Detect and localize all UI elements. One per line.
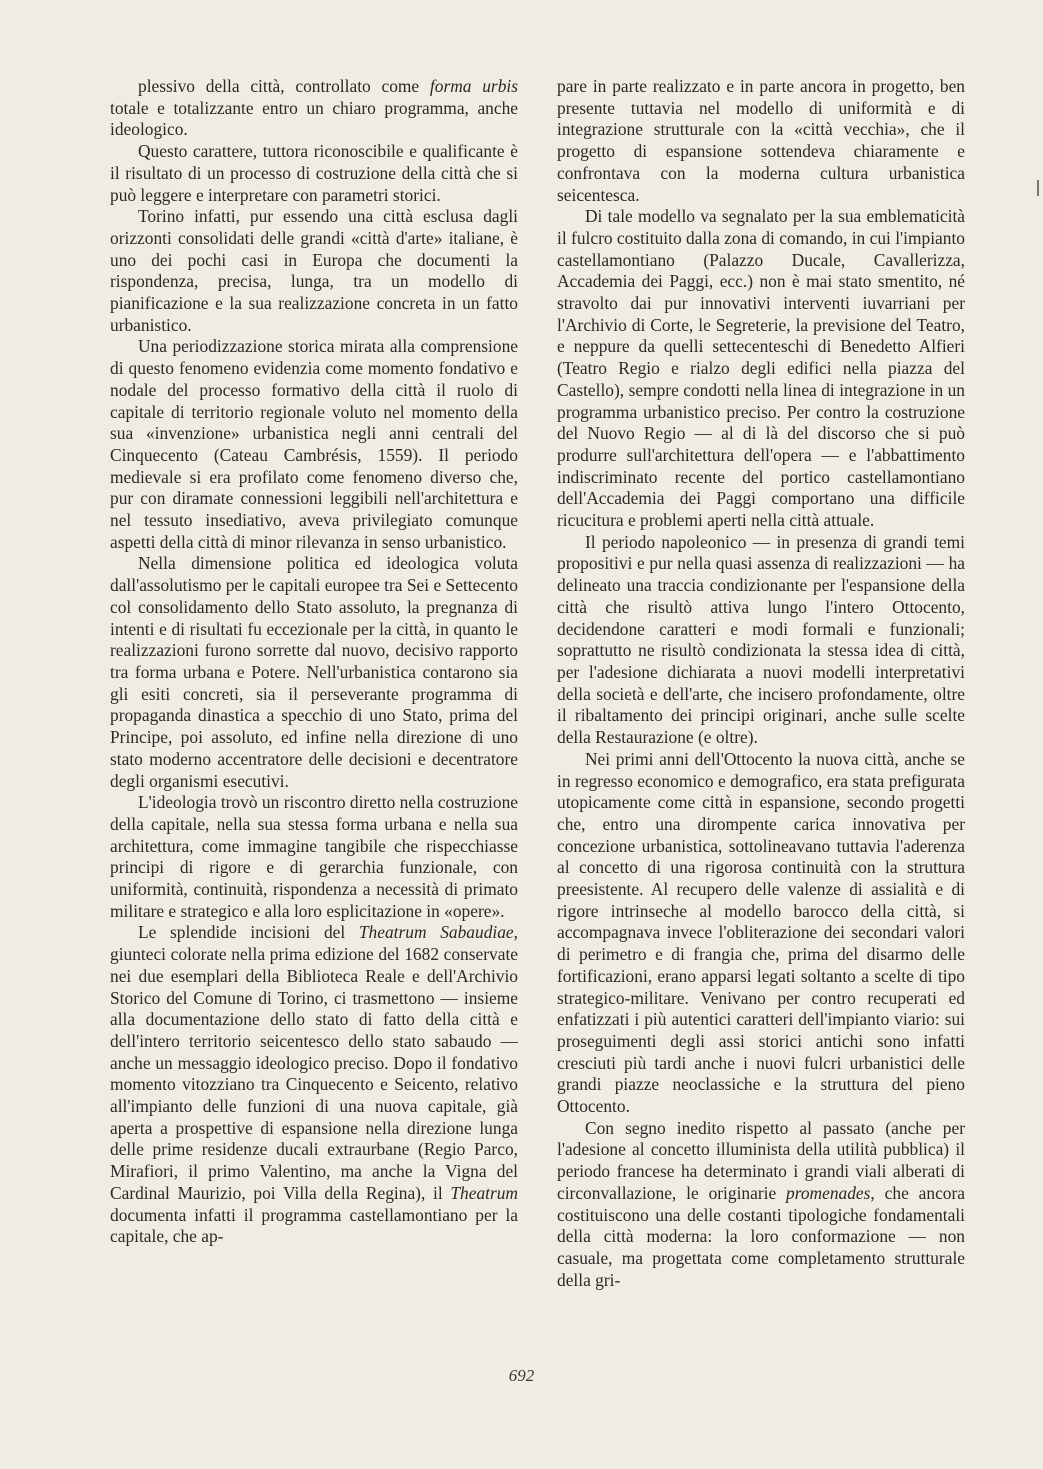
text-run: plessivo della città, controllato come [138, 76, 430, 96]
italic-run: forma urbis [429, 76, 518, 96]
italic-run: Theatrum Sabaudiae [358, 922, 514, 943]
text-run: Torino infatti, pur essendo una città esclusa dagli orizzonti consolidati delle grandi «città d'arte» italiane, è uno dei pochi casi in Europa che documenti la rispondenza, precisa, lunga, tra un modello di pianificazione e la sua realizzazione concreta in un fatto urbanistico. [110, 206, 518, 335]
text-run: Questo carattere, tuttora riconoscibile e qualificante è il risultato di un processo di costruzione della città che si può leggere e interpretare con parametri storici. [110, 141, 518, 205]
paragraph-p10 [557, 532, 965, 749]
paragraph-p1 [110, 76, 518, 141]
paragraph-p8 [557, 76, 965, 206]
text-run: , giunteci colorate nella prima edizione del 1682 conservate nei due esemplari della Biblioteca Reale e dell'Archivio Storico del Comune di Torino, ci trasmettono — insieme alla documentazione dello stato di fatto della città e dell'intero territorio seicentesco dello stato sabaudo — anche un messaggio ideologico preciso. Dopo il fondativo momento vitozziano tra Cinquecento e Seicento, relativo all'impianto delle funzioni di una nuova capitale, già aperta a prospettive di espansione nella direzione lunga delle prime residenze ducali extraurbane (Regio Parco, Mirafiori, il primo Valentino, ma anche la Vigna del Cardinal Maurizio, poi Villa della Regina), il [110, 922, 518, 1203]
text-run: , che ancora costituiscono una delle costanti tipologiche fondamentali della città moderna: la loro conformazione — non casuale, ma progettata come completamento strutturale della gri- [557, 1182, 965, 1290]
right-text-column [557, 76, 965, 1291]
paragraph-p4 [110, 336, 518, 553]
text-run: Nella dimensione politica ed ideologica voluta dall'assolutismo per le capitali europee tra Sei e Settecento col consolidamento dello Stato assoluto, la pregnanza di intenti e di risultati fu eccezionale per la città, in quanto le realizzazioni furono sorrette dal nuovo, decisivo rapporto tra forma urbana e Potere. Nell'urbanistica contarono sia gli esiti concreti, sia il perseverante programma di propaganda dinastica a specchio di uno Stato, prima del Principe, poi assoluto, ed infine nella direzione di uno stato moderno accentratore delle decisioni e decentratore degli organismi esecutivi. [110, 553, 518, 791]
italic-run: promenades [786, 1182, 871, 1203]
text-run: Di tale modello va segnalato per la sua emblematicità il fulcro costituito dalla zona di comando, in cui l'impianto castellamontiano (Palazzo Ducale, Cavallerizza, Accademia dei Paggi, ecc.) non è mai stato smentito, né stravolto dai pur innovativi interventi iuvarriani per l'Archivio di Corte, le Segreterie, la previsione del Teatro, e neppure da quelli settecenteschi di Benedetto Alfieri (Teatro Regio e rialzo degli edifici nella piazza del Castello), sempre condotti nella linea di integrazione in un programma urbanistico preciso. Per contro la costruzione del Nuovo Regio — al di là del discorso che si può produrre sull'architettura dell'opera — e l'abbattimento indiscriminato recente del portico castellamontiano dell'Accademia dei Paggi comportano una difficile ricucitura e problemi aperti nella città attuale. [557, 206, 965, 531]
text-run: totale e totalizzante entro un chiaro programma, anche ideologico. [110, 97, 518, 140]
paragraph-p7 [110, 922, 518, 1248]
paragraph-p9 [557, 206, 965, 532]
text-run: Una periodizzazione storica mirata alla comprensione di questo fenomeno evidenzia come momento fondativo e nodale del processo formativo della città il ruolo di capitale di territorio regionale voluto nel momento della sua «invenzione» urbanistica negli anni centrali del Cinquecento (Cateau Cambrésis, 1559). Il periodo medievale si era profilato come fenomeno diverso che, pur con diramate connessioni leggibili nell'architettura e nel tessuto insediativo, aveva privilegiato comunque aspetti della città di minor rilevanza in senso urbanistico. [110, 336, 518, 552]
text-run: L'ideologia trovò un riscontro diretto nella costruzione della capitale, nella sua stessa forma urbana e nella sua architettura, come immagine tangibile che rispecchiasse principi di rigore e di gerarchia funzionale, con uniformità, continuità, rispondenza a necessità di primato militare e strategico e alla loro esplicitazione in «opere». [110, 792, 518, 921]
text-run: Con segno inedito rispetto al passato (anche per l'adesione al concetto illuminista della utilità pubblica) il periodo francese ha determinato i grandi viali alberati di circonvallazione, le originarie [557, 1117, 965, 1203]
left-text-column [110, 76, 518, 1248]
text-run: Il periodo napoleonico — in presenza di grandi temi propositivi e pur nella quasi assenza di realizzazioni — ha delineato una traccia condizionante per l'espansione della città che risultò attiva lungo l'intero Ottocento, decidendone caratteri e modi formali e funzionali; soprattutto ne risultò condizionata la stessa idea di città, per l'adesione dichiarata a nuovi modelli interpretativi della società e dell'arte, che incisero profondamente, oltre il ribaltamento dei principi originari, anche sulle scelte della Restaurazione (e oltre). [557, 531, 965, 748]
paragraph-p6 [110, 792, 518, 922]
margin-mark [1037, 180, 1039, 196]
text-run: Le splendide incisioni del [138, 922, 359, 943]
text-run: documenta infatti il programma castellamontiano per la capitale, che ap- [110, 1204, 518, 1247]
paragraph-p3 [110, 206, 518, 336]
italic-run: Theatrum [450, 1182, 518, 1203]
paragraph-p11 [557, 749, 965, 1118]
paragraph-p2 [110, 141, 518, 206]
paragraph-p5 [110, 553, 518, 792]
text-run: Nei primi anni dell'Ottocento la nuova città, anche se in regresso economico e demografico, era stata prefigurata utopicamente come città in espansione, secondo progetti che, entro una dirompente carica innovativa per concezione urbanistica, sottolineavano tuttavia l'aderenza al concetto di una rigorosa continuità con la struttura preesistente. Al recupero delle valenze di assialità e di rigore intrinseche al modello barocco della città, si accompagnava invece l'obliterazione dei secondari valori di perimetro e di frangia che, prima del disarmo delle fortificazioni, erano apparsi legati soltanto a scelte di tipo strategico-militare. Venivano per contro recuperati ed enfatizzati i più autentici caratteri dell'impianto viario: sui proseguimenti degli assi storici antichi sono infatti cresciuti più tardi anche i nuovi fulcri urbanistici delle grandi piazze neoclassiche e la struttura del pieno Ottocento. [557, 748, 965, 1117]
text-run: pare in parte realizzato e in parte ancora in progetto, ben presente tuttavia nel modello di uniformità e di integrazione strutturale con la «città vecchia», che il progetto di espansione sottendeva chiaramente e confrontava con la moderna cultura urbanistica seicentesca. [557, 76, 965, 205]
paragraph-p12 [557, 1118, 965, 1292]
page-number: 692 [508, 1366, 535, 1385]
